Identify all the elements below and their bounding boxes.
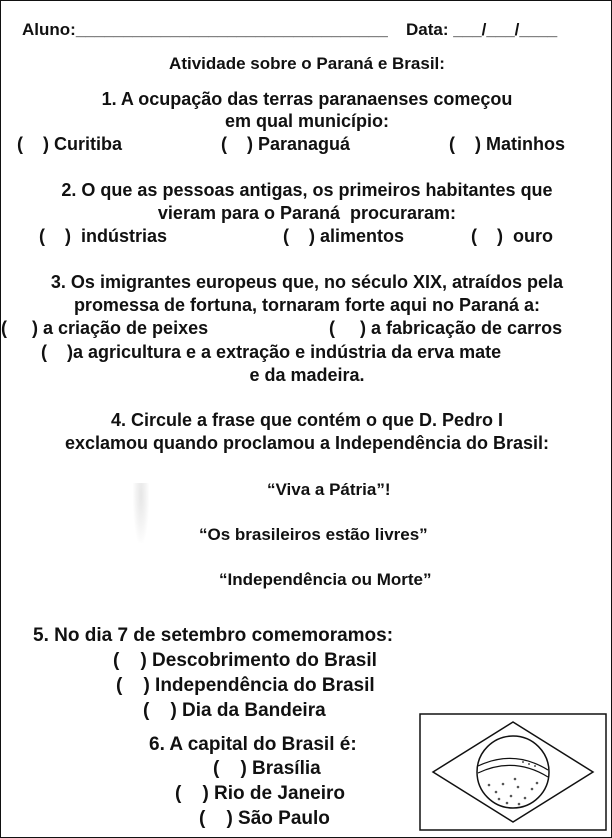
- phrase-viva-a-patria[interactable]: “Viva a Pátria”!: [267, 480, 391, 499]
- question-1-line-1: 1. A ocupação das terras paranaenses começou: [101, 89, 513, 109]
- q3-option-carros[interactable]: ( ) a fabricação de carros: [329, 318, 563, 338]
- phrase-brasileiros-livres[interactable]: “Os brasileiros estão livres”: [199, 525, 428, 544]
- q2-option-industrias[interactable]: ( ) indústrias: [39, 226, 168, 246]
- q6-option-brasilia[interactable]: ( ) Brasília: [213, 758, 321, 779]
- question-2-line-1: 2. O que as pessoas antigas, os primeiros habitantes que: [61, 180, 553, 200]
- question-4-line-1: 4. Circule a frase que contém o que D. Pedro I: [110, 410, 504, 430]
- q1-option-curitiba[interactable]: ( ) Curitiba: [17, 134, 122, 154]
- question-4-line-2: exclamou quando proclamou a Independência do Brasil:: [64, 433, 550, 453]
- q1-option-matinhos[interactable]: ( ) Matinhos: [449, 134, 565, 154]
- q5-option-dia-bandeira[interactable]: ( ) Dia da Bandeira: [143, 700, 326, 721]
- q2-option-ouro[interactable]: ( ) ouro: [471, 226, 553, 246]
- question-6: 6. A capital do Brasil é:: [149, 734, 357, 755]
- q3-option-peixes[interactable]: ( ) a criação de peixes: [1, 318, 209, 338]
- question-1-line-2: em qual município:: [224, 111, 389, 131]
- question-3-line-2: promessa de fortuna, tornaram forte aqui no Paraná a:: [73, 295, 541, 315]
- q3-option-agricultura-cont: e da madeira.: [249, 365, 365, 385]
- q5-option-descobrimento[interactable]: ( ) Descobrimento do Brasil: [113, 650, 377, 671]
- q6-option-rio[interactable]: ( ) Rio de Janeiro: [175, 783, 345, 804]
- q1-option-paranagua[interactable]: ( ) Paranaguá: [221, 134, 351, 154]
- phrase-independencia-ou-morte[interactable]: “Independência ou Morte”: [219, 570, 432, 589]
- q2-option-alimentos[interactable]: ( ) alimentos: [283, 226, 405, 246]
- q6-option-sao-paulo[interactable]: ( ) São Paulo: [199, 808, 330, 829]
- q3-option-agricultura[interactable]: ( )a agricultura e a extração e indústria da erva mate: [41, 342, 502, 362]
- brazil-flag-outline-icon: [419, 713, 607, 831]
- q5-option-independencia[interactable]: ( ) Independência do Brasil: [116, 675, 375, 696]
- question-5: 5. No dia 7 de setembro comemoramos:: [33, 625, 394, 646]
- question-2-line-2: vieram para o Paraná procuraram:: [157, 203, 457, 223]
- scan-smudge: [133, 483, 149, 543]
- page-title: Atividade sobre o Paraná e Brasil:: [169, 54, 445, 73]
- date-line: Data: ___/___/____: [406, 20, 558, 39]
- question-3-line-1: 3. Os imigrantes europeus que, no século XIX, atraídos pela: [50, 272, 564, 292]
- student-name-line: Aluno:_________________________________: [22, 20, 388, 39]
